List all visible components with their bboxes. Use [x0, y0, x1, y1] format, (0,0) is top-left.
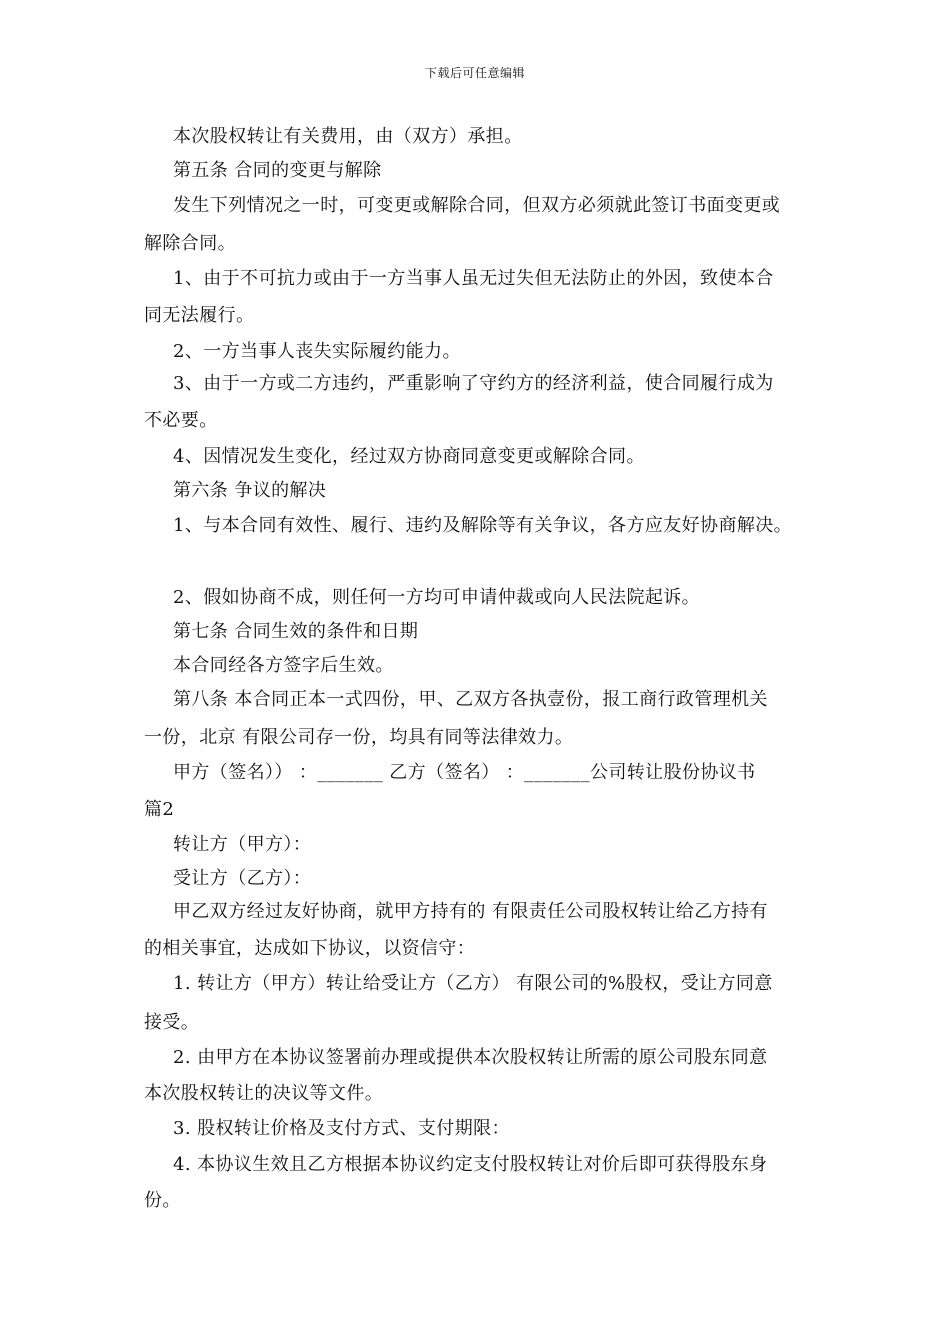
text-line: 3、由于一方或二方违约，严重影响了守约方的经济利益，使合同履行成为 [173, 373, 774, 394]
text-line: 转让方（甲方）： [173, 834, 312, 855]
text-line: 一份，北京 有限公司存一份，均具有同等法律效力。 [144, 727, 574, 748]
text-line: 本次股权转让的决议等文件。 [144, 1083, 384, 1104]
text-line: 2. 由甲方在本协议签署前办理或提供本次股权转让所需的原公司股东同意 [173, 1047, 768, 1068]
text-line: 解除合同。 [144, 233, 236, 254]
section-heading: 第六条 争议的解决 [173, 480, 327, 501]
text-line: 2、假如协商不成，则任何一方均可申请仲裁或向人民法院起诉。 [173, 587, 701, 608]
text-line: 甲乙双方经过友好协商，就甲方持有的 有限责任公司股权转让给乙方持有 [173, 901, 768, 922]
text-line: 第八条 本合同正本一式四份，甲、乙双方各执壹份，报工商行政管理机关 [173, 689, 768, 710]
text-line: 3. 股权转让价格及支付方式、支付期限： [173, 1118, 510, 1139]
text-line: 1. 转让方（甲方）转让给受让方（乙方） 有限公司的%股权，受让方同意 [173, 973, 773, 994]
text-line: 2、一方当事人丧失实际履约能力。 [173, 341, 461, 362]
text-line: 4、因情况发生变化，经过双方协商同意变更或解除合同。 [173, 446, 645, 467]
text-line: 本次股权转让有关费用，由（双方）承担。 [173, 126, 523, 147]
text-line: 发生下列情况之一时，可变更或解除合同，但双方必须就此签订书面变更或 [173, 195, 781, 216]
text-line: 份。 [144, 1190, 181, 1211]
text-line: 的相关事宜，达成如下协议，以资信守： [144, 938, 476, 959]
text-line: 不必要。 [144, 410, 218, 431]
section-heading: 第七条 合同生效的条件和日期 [173, 621, 419, 642]
text-line: 受让方（乙方）： [173, 868, 312, 889]
text-line: 1、与本合同有效性、履行、违约及解除等有关争议，各方应友好协商解决。 [173, 515, 793, 536]
text-line: 本合同经各方签字后生效。 [173, 655, 394, 676]
text-line: 接受。 [144, 1012, 200, 1033]
section-heading: 第五条 合同的变更与解除 [173, 160, 382, 181]
section-heading: 篇2 [144, 799, 175, 820]
text-line: 1、由于不可抗力或由于一方当事人虽无过失但无法防止的外因，致使本合 [173, 268, 774, 289]
signature-line: 甲方（签名）） ：_______ 乙方（签名） ：_______公司转让股份协议书 [173, 762, 756, 783]
text-line: 4. 本协议生效且乙方根据本协议约定支付股权转让对价后即可获得股东身 [173, 1154, 768, 1175]
text-line: 同无法履行。 [144, 305, 255, 326]
page-header: 下载后可任意编辑 [424, 66, 525, 80]
